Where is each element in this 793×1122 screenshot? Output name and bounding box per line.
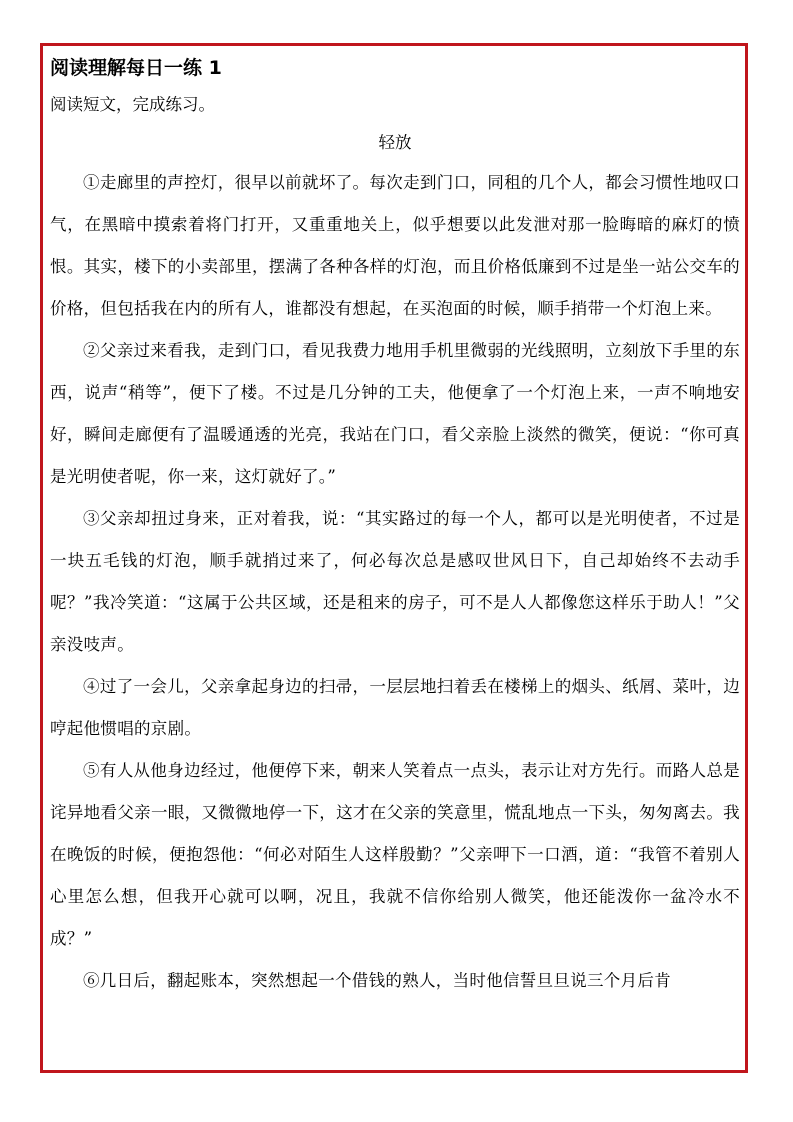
paragraph-4: ④过了一会儿，父亲拿起身边的扫帚，一层层地扫着丢在楼梯上的烟头、纸屑、菜叶，边哼起他惯唱的京剧。 xyxy=(50,677,740,738)
paragraph-5: ⑤有人从他身边经过，他便停下来，朝来人笑着点一点头，表示让对方先行。而路人总是诧异地看父亲一眼，又微微地停一下，这才在父亲的笑意里，慌乱地点一下头，匆匆离去。我在晚饭的时候，便抱怨他：“何必对陌生人这样殷勤？”父亲呷下一口酒，道：“我管不着别人心里怎么想，但我开心就可以啊，况且，我就不信你给别人微笑，他还能泼你一盆冷水不成？” xyxy=(50,761,740,948)
document-title: 阅读理解每日一练 1 xyxy=(50,57,222,79)
paragraph-6: ⑥几日后，翻起账本，突然想起一个借钱的熟人，当时他信誓旦旦说三个月后肯 xyxy=(83,971,671,990)
document-body xyxy=(50,52,740,1002)
instruction-text: 阅读短文，完成练习。 xyxy=(50,95,215,114)
page-border xyxy=(40,43,748,1073)
paragraph-2: ②父亲过来看我，走到门口，看见我费力地用手机里微弱的光线照明，立刻放下手里的东西，说声“稍等”，便下了楼。不过是几分钟的工夫，他便拿了一个灯泡上来，一声不响地安好，瞬间走廊便有了温暖通透的光亮，我站在门口，看父亲脸上淡然的微笑，便说：“你可真是光明使者呢，你一来，这灯就好了。” xyxy=(50,341,740,486)
paragraph-3: ③父亲却扭过身来，正对着我，说：“其实路过的每一个人，都可以是光明使者，不过是一块五毛钱的灯泡，顺手就捎过来了，何必每次总是感叹世风日下，自己却始终不去动手呢？”我冷笑道：“这属于公共区域，还是租来的房子，可不是人人都像您这样乐于助人！”父亲没吱声。 xyxy=(50,509,740,654)
passage-title: 轻放 xyxy=(378,133,412,152)
paragraph-1: ①走廊里的声控灯，很早以前就坏了。每次走到门口，同租的几个人，都会习惯性地叹口气，在黑暗中摸索着将门打开，又重重地关上，似乎想要以此发泄对那一脸晦暗的麻灯的愤恨。其实，楼下的小卖部里，摆满了各种各样的灯泡，而且价格低廉到不过是坐一站公交车的价格，但包括我在内的所有人，谁都没有想起，在买泡面的时候，顺手捎带一个灯泡上来。 xyxy=(50,173,740,318)
